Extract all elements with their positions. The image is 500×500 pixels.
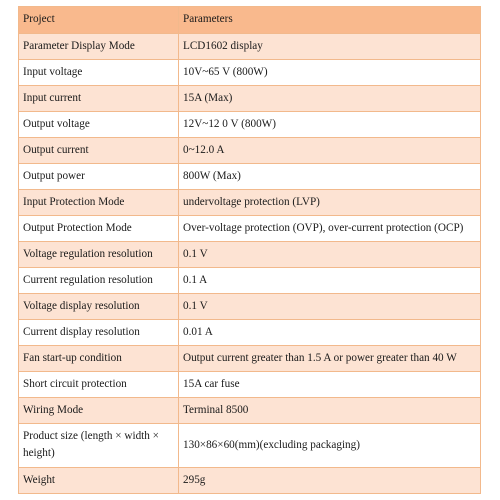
- table-row: [19, 467, 481, 493]
- table-row: [19, 345, 481, 371]
- row-parameters: Output current greater than 1.5 A or power greater than 40 W: [179, 345, 481, 371]
- row-project: Voltage display resolution: [19, 293, 179, 319]
- row-project: Fan start-up condition: [19, 345, 179, 371]
- row-parameters: 0.01 A: [179, 319, 481, 345]
- table-row: [19, 85, 481, 111]
- table-row: [19, 423, 481, 467]
- row-project: Output current: [19, 137, 179, 163]
- row-parameters: 295g: [179, 467, 481, 493]
- row-parameters: Terminal 8500: [179, 397, 481, 423]
- table-row: [19, 215, 481, 241]
- header-parameters: Parameters: [179, 7, 481, 34]
- table-row: [19, 267, 481, 293]
- row-project: Parameter Display Mode: [19, 34, 179, 60]
- row-project: Product size (length × width × height): [19, 423, 179, 467]
- row-parameters: 15A (Max): [179, 85, 481, 111]
- table-header-row: [19, 7, 481, 34]
- row-project: Input current: [19, 85, 179, 111]
- row-parameters: 0.1 V: [179, 293, 481, 319]
- row-project: Voltage regulation resolution: [19, 241, 179, 267]
- row-project: Wiring Mode: [19, 397, 179, 423]
- spec-table-container: [18, 6, 480, 494]
- table-row: [19, 34, 481, 60]
- row-parameters: 10V~65 V (800W): [179, 59, 481, 85]
- table-row: [19, 189, 481, 215]
- row-project: Input voltage: [19, 59, 179, 85]
- table-row: [19, 137, 481, 163]
- row-project: Output Protection Mode: [19, 215, 179, 241]
- header-project: Project: [19, 7, 179, 34]
- row-parameters: 12V~12 0 V (800W): [179, 111, 481, 137]
- row-project: Output voltage: [19, 111, 179, 137]
- table-row: [19, 371, 481, 397]
- parameter-spec-table: [18, 6, 481, 494]
- row-project: Input Protection Mode: [19, 189, 179, 215]
- row-project: Current display resolution: [19, 319, 179, 345]
- row-parameters: 0.1 V: [179, 241, 481, 267]
- table-row: [19, 319, 481, 345]
- row-parameters: undervoltage protection (LVP): [179, 189, 481, 215]
- table-row: [19, 111, 481, 137]
- row-project: Current regulation resolution: [19, 267, 179, 293]
- table-row: [19, 397, 481, 423]
- row-project: Weight: [19, 467, 179, 493]
- row-parameters: 15A car fuse: [179, 371, 481, 397]
- table-row: [19, 241, 481, 267]
- row-parameters: 0.1 A: [179, 267, 481, 293]
- table-row: [19, 59, 481, 85]
- row-project: Short circuit protection: [19, 371, 179, 397]
- table-row: [19, 293, 481, 319]
- row-parameters: LCD1602 display: [179, 34, 481, 60]
- row-parameters: 130×86×60(mm)(excluding packaging): [179, 423, 481, 467]
- row-project: Output power: [19, 163, 179, 189]
- row-parameters: Over-voltage protection (OVP), over-current protection (OCP): [179, 215, 481, 241]
- row-parameters: 800W (Max): [179, 163, 481, 189]
- row-parameters: 0~12.0 A: [179, 137, 481, 163]
- table-row: [19, 163, 481, 189]
